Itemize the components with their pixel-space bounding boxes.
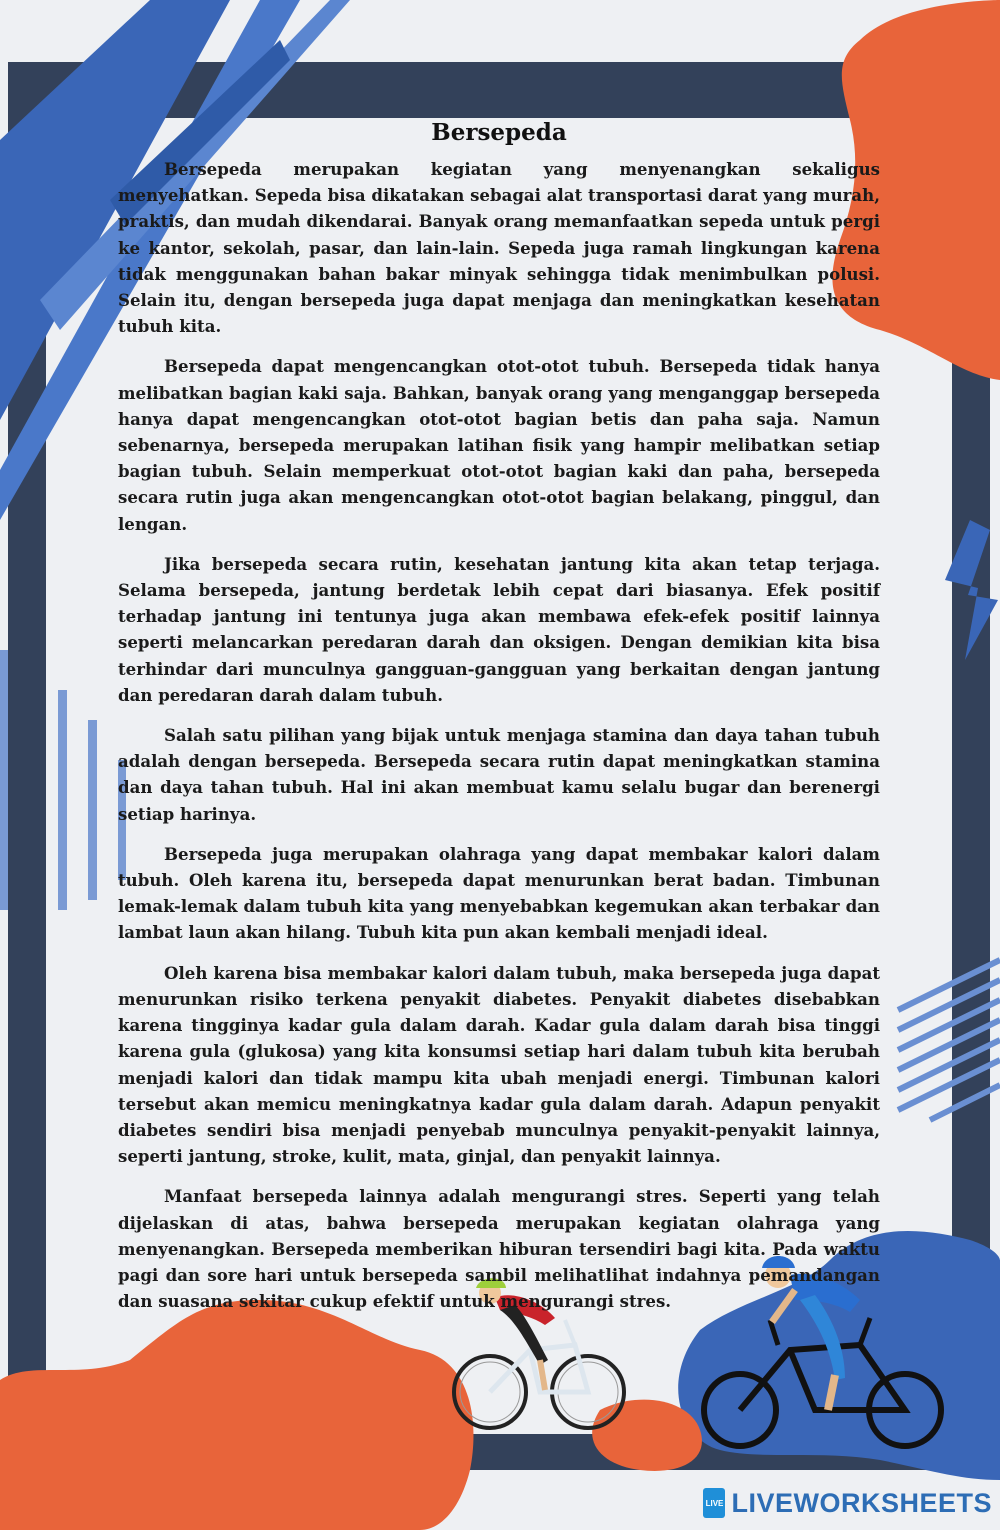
reading-passage (118, 118, 880, 1328)
orange-blob-bottom-left (0, 1300, 473, 1530)
paragraph-4: Salah satu pilihan yang bijak untuk menjaga stamina dan daya tahan tubuh adalah dengan bersepeda. Bersepeda secara rutin dapat meningkatkan stamina dan daya tahan tubuh. Hal ini akan membuat kamu selalu bugar dan berenergi setiap harinya. (118, 725, 880, 824)
paragraph-6: Oleh karena bisa membakar kalori dalam tubuh, maka bersepeda juga dapat menurunkan risiko terkena penyakit diabetes. Penyakit diabetes disebabkan karena tingginya kadar gula dalam darah. Kadar gula dalam darah bisa tinggi karena gula (glukosa) yang kita konsumsi setiap hari dalam tubuh kita berubah menjadi kalori dan tidak mampu kita ubah menjadi energi. Timbunan kalori tersebut akan memicu meningkatnya kadar gula dalam darah. Adapun penyakit diabetes sendiri bisa menjadi penyebab munculnya penyakit-penyakit lainnya, seperti jantung, stroke, kulit, mata, ginjal, dan penyakit lainnya. (118, 962, 880, 1167)
paragraph-3: Jika bersepeda secara rutin, kesehatan jantung kita akan tetap terjaga. Selama bersepeda, jantung berdetak lebih cepat dari biasanya. Efek positif terhadap jantung ini tentunya juga akan membawa efek-efek positif lainnya seperti melancarkan peredaran darah dan oksigen. Dengan demikian kita bisa terhindar dari munculnya gangguan-gangguan yang berkaitan dengan jantung dan peredaran darah dalam tubuh. (118, 553, 880, 705)
page-title: Bersepeda (431, 119, 567, 146)
paragraph-1: Bersepeda merupakan kegiatan yang menyenangkan sekaligus menyehatkan. Sepeda bisa dikatakan sebagai alat transportasi darat yang murah, praktis, dan mudah dikendarai. Banyak orang memanfaatkan sepeda untuk pergi ke kantor, sekolah, pasar, dan lain-lain. Sepeda juga ramah lingkungan karena tidak menggunakan bahan bakar minyak sehingga tidak menimbulkan polusi. Selain itu, dengan bersepeda juga dapat menjaga dan meningkatkan kesehatan tubuh kita. (118, 159, 880, 337)
brand-badge-text: LIVE (705, 1498, 724, 1508)
paragraph-7: Manfaat bersepeda lainnya adalah mengurangi stres. Seperti yang telah dijelaskan di atas, bahwa bersepeda merupakan kegiatan olahraga yang menyenangkan. Bersepeda memberikan hiburan tersendiri bagi kita. Pada waktu pagi dan sore hari untuk bersepeda sambil melihatlihat indahnya pemandangan dan suasana sekitar cukup efektif untuk mengurangi stres. (118, 1186, 880, 1312)
liveworksheets-badge-icon (703, 1488, 725, 1518)
liveworksheets-logo[interactable] (703, 1480, 992, 1526)
paragraph-5: Bersepeda juga merupakan olahraga yang dapat membakar kalori dalam tubuh. Oleh karena itu, bersepeda dapat menurunkan berat badan. Timbunan lemak-lemak dalam tubuh kita yang menyebabkan kegemukan akan terbakar dan lambat laun akan hilang. Tubuh kita pun akan kembali menjadi ideal. (118, 843, 880, 943)
paragraph-2: Bersepeda dapat mengencangkan otot-otot tubuh. Bersepeda tidak hanya melibatkan bagian kaki saja. Bahkan, banyak orang yang menganggap bersepeda hanya dapat mengencangkan otot-otot bagian betis dan paha saja. Namun sebenarnya, bersepeda merupakan latihan fisik yang hampir melibatkan setiap bagian tubuh. Selain memperkuat otot-otot bagian kaki dan paha, bersepeda secara rutin juga akan mengencangkan otot-otot bagian belakang, pinggul, dan lengan. (118, 356, 880, 534)
liveworksheets-wordmark: LIVEWORKSHEETS (731, 1487, 992, 1518)
